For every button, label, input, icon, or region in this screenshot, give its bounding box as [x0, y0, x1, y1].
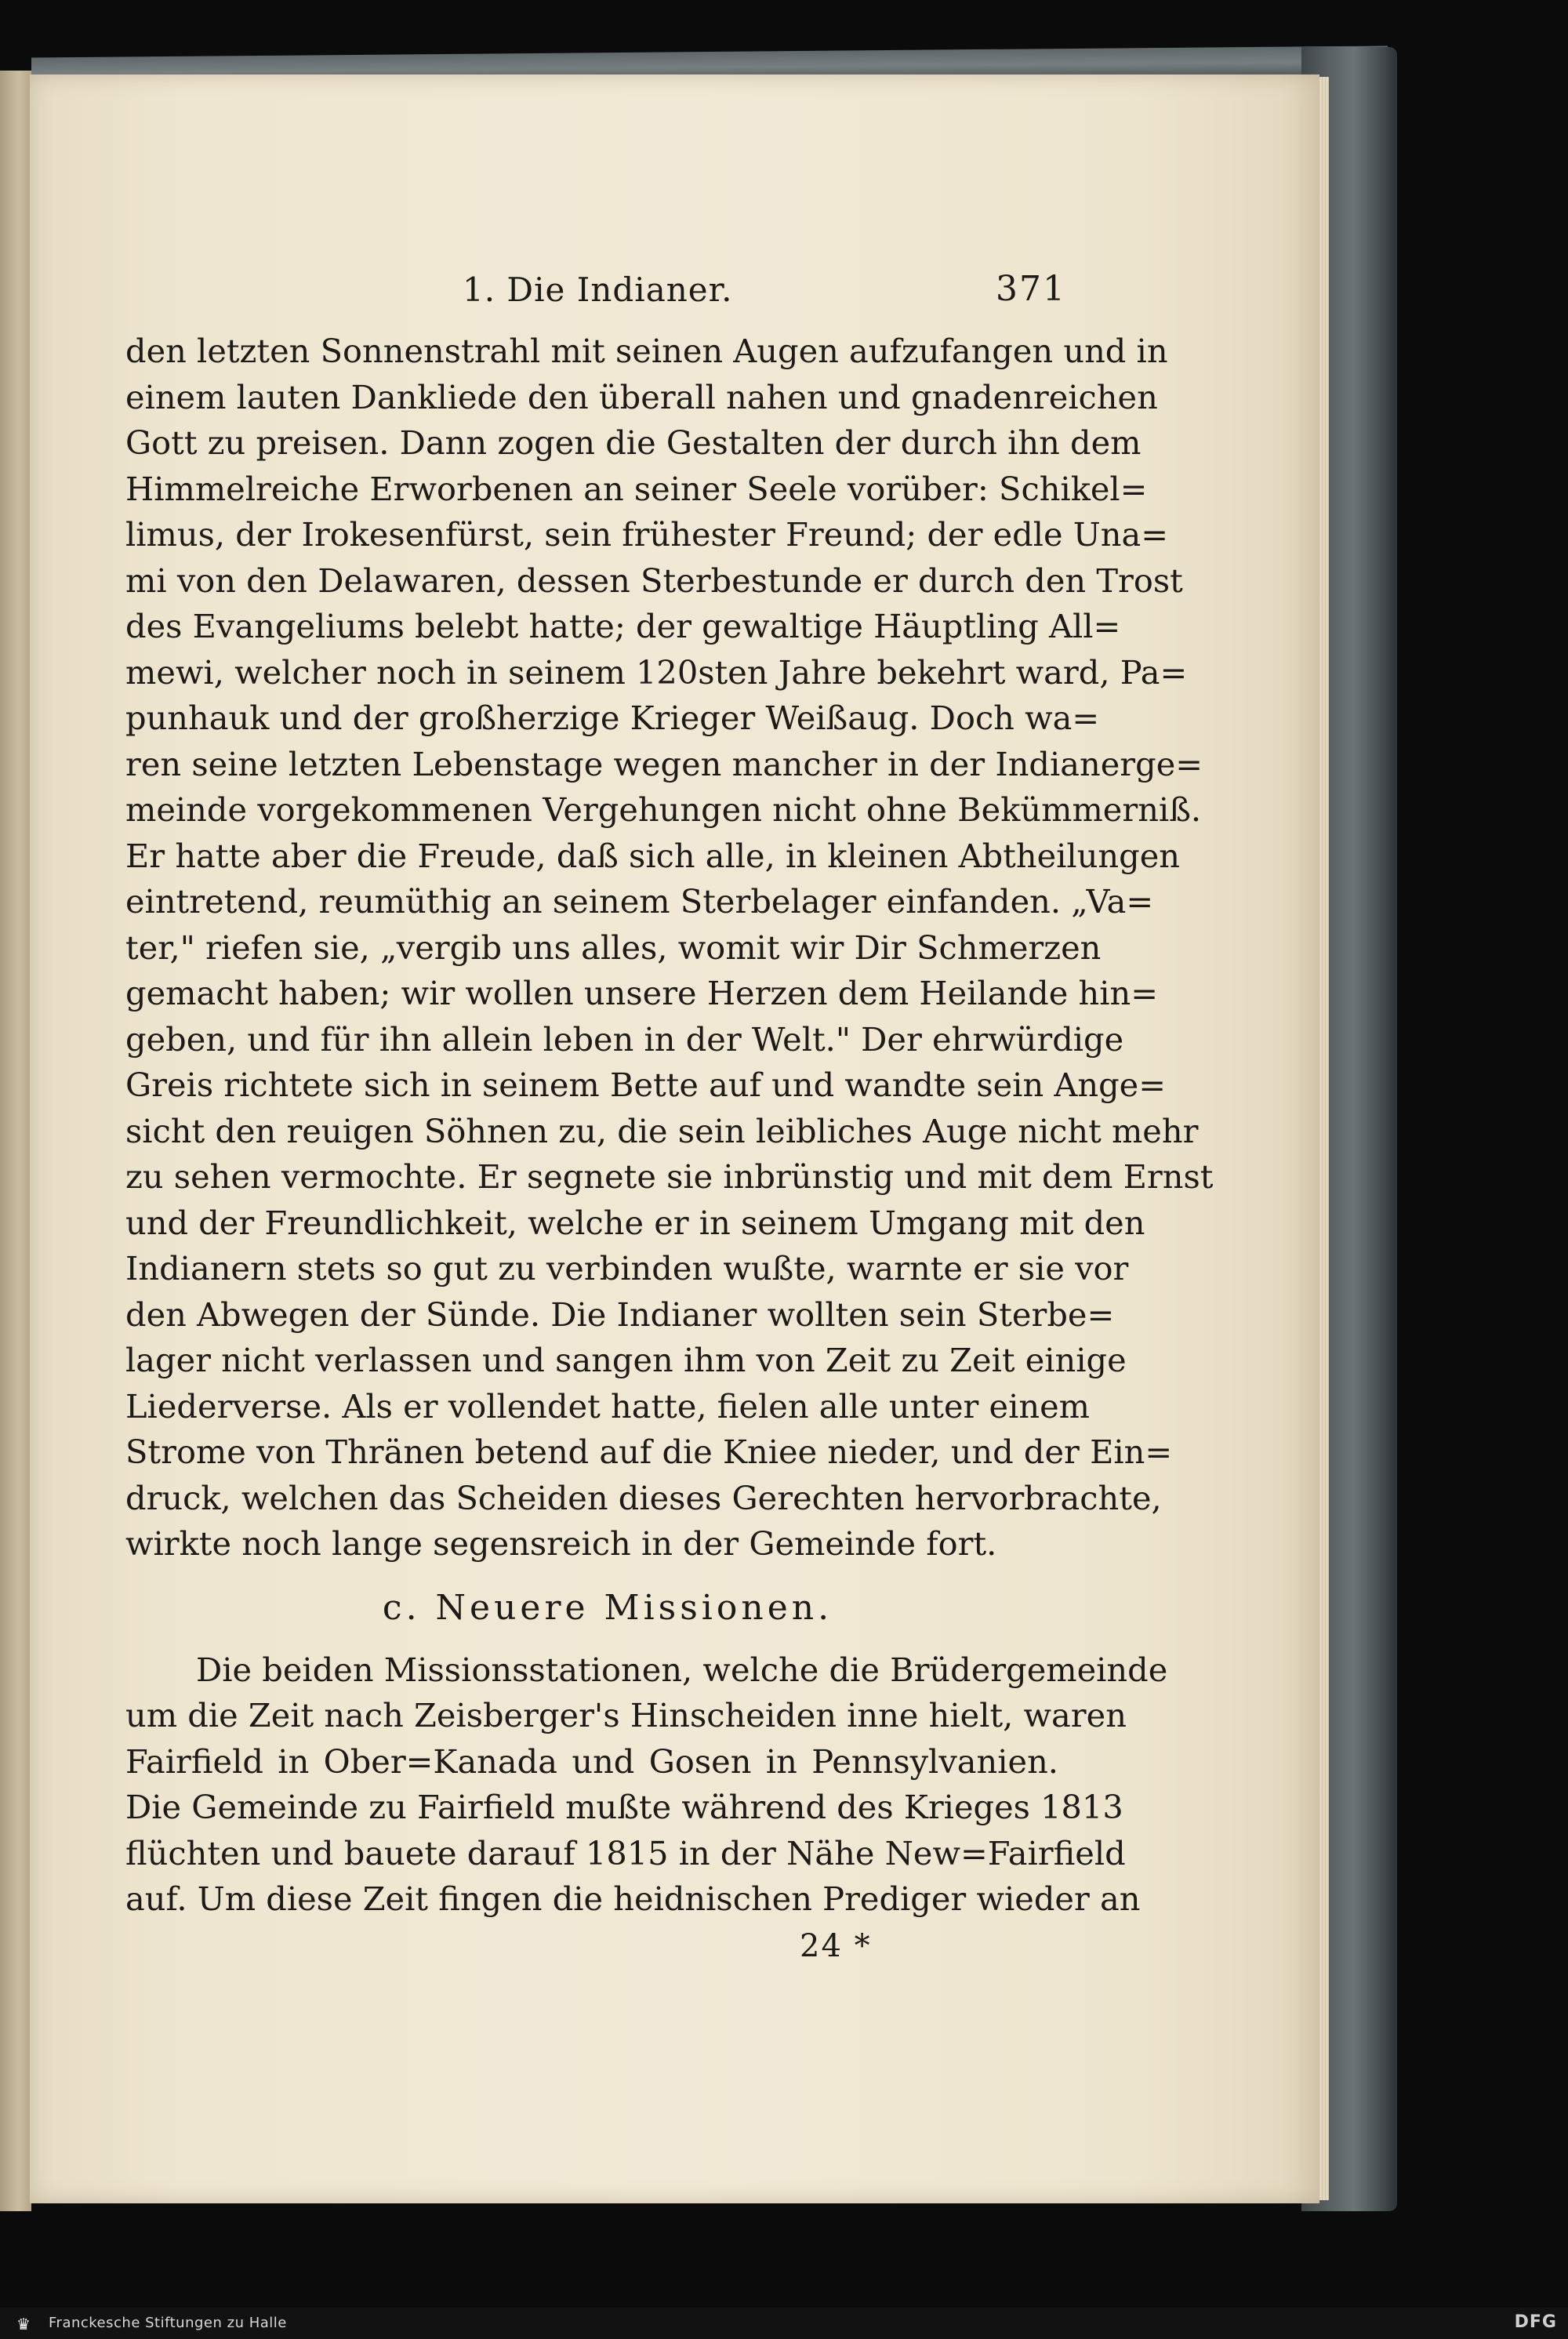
text-line: Greis richtete sich in seinem Bette auf und wandte sein Ange=: [125, 1066, 1166, 1104]
text-line: sicht den reuigen Söhnen zu, die sein leibliches Auge nicht mehr: [125, 1111, 1199, 1150]
viewer-footer: [0, 2308, 1568, 2339]
page-block-edge: [1319, 77, 1329, 2200]
text-line: lager nicht verlassen und sangen ihm von Zeit zu Zeit einige: [125, 1341, 1127, 1379]
text-line: wirkte noch lange segensreich in der Gemeinde fort.: [125, 1524, 997, 1563]
text-line: eintretend, reumüthig an seinem Sterbelager einfanden. „Va=: [125, 882, 1154, 921]
page-header: [125, 263, 1066, 318]
text-line: Himmelreiche Erworbenen an seiner Seele vorüber: Schikel=: [125, 469, 1148, 508]
text-line: Er hatte aber die Freude, daß sich alle, in kleinen Abtheilungen: [125, 836, 1181, 875]
text-line: ren seine letzten Lebenstage wegen mancher in der Indianerge=: [125, 744, 1203, 783]
running-head: 1. Die Indianer.: [463, 271, 733, 309]
text-line: Indianern stets so gut zu verbinden wußte, warnte er sie vor: [125, 1249, 1129, 1288]
page-number: 371: [996, 269, 1066, 309]
text-line: meinde vorgekommenen Vergehungen nicht ohne Bekümmerniß.: [125, 790, 1202, 829]
text-line: Fairfield in Ober=Kanada und Gosen in Pennsylvanien.: [125, 1742, 1058, 1781]
text-line: auf. Um diese Zeit fingen die heidnischen Prediger wieder an: [125, 1880, 1141, 1918]
text-line: mewi, welcher noch in seinem 120sten Jahre bekehrt ward, Pa=: [125, 652, 1188, 692]
text-line: geben, und für ihn allein leben in der Welt." Der ehrwürdige: [125, 1019, 1124, 1059]
institution-label[interactable]: Franckesche Stiftungen zu Halle: [49, 2315, 287, 2331]
signature-mark: 24 *: [800, 1927, 872, 1964]
text-line: zu sehen vermochte. Er segnete sie inbrünstig und mit dem Ernst: [125, 1157, 1214, 1196]
institution-logo-icon[interactable]: ♛: [16, 2315, 31, 2334]
body-text: [125, 329, 1214, 1567]
text-line: den letzten Sonnenstrahl mit seinen Augen aufzufangen und in: [125, 332, 1168, 370]
text-line: druck, welchen das Scheiden dieses Gerechten hervorbrachte,: [125, 1478, 1162, 1517]
text-line: Die beiden Missionsstationen, welche die Brüdergemeinde: [196, 1650, 1168, 1689]
text-line: Gott zu preisen. Dann zogen die Gestalten der durch ihn dem: [125, 423, 1142, 462]
section-heading: c. Neuere Missionen.: [382, 1587, 833, 1628]
text-line: Strome von Thränen betend auf die Kniee nieder, und der Ein=: [125, 1433, 1173, 1471]
text-line: Die Gemeinde zu Fairfield mußte während des Krieges 1813: [125, 1788, 1123, 1826]
facing-page-edge: [0, 71, 31, 2211]
section-text: [125, 1647, 1168, 1923]
text-line: des Evangeliums belebt hatte; der gewaltige Häuptling All=: [125, 607, 1121, 645]
text-line: um die Zeit nach Zeisberger's Hinscheiden inne hielt, waren: [125, 1696, 1127, 1734]
text-line: und der Freundlichkeit, welche er in seinem Umgang mit den: [125, 1203, 1145, 1242]
text-line: mi von den Delawaren, dessen Sterbestunde er durch den Trost: [125, 561, 1183, 600]
text-line: einem lauten Dankliede den überall nahen und gnadenreichen: [125, 377, 1158, 416]
dfg-logo[interactable]: DFG: [1514, 2312, 1557, 2332]
text-line: limus, der Irokesenfürst, sein frühester Freund; der edle Una=: [125, 515, 1168, 554]
text-line: den Abwegen der Sünde. Die Indianer wollten sein Sterbe=: [125, 1295, 1115, 1334]
text-line: ter," riefen sie, „vergib uns alles, womit wir Dir Schmerzen: [125, 928, 1102, 967]
page-content: [125, 263, 1214, 1970]
text-line: Liederverse. Als er vollendet hatte, fielen alle unter einem: [125, 1386, 1091, 1426]
text-line: punhauk und der großherzige Krieger Weißaug. Doch wa=: [125, 699, 1100, 737]
text-line: flüchten und bauete darauf 1815 in der Nähe New=Fairfield: [125, 1833, 1126, 1872]
text-line: gemacht haben; wir wollen unsere Herzen dem Heilande hin=: [125, 974, 1158, 1012]
